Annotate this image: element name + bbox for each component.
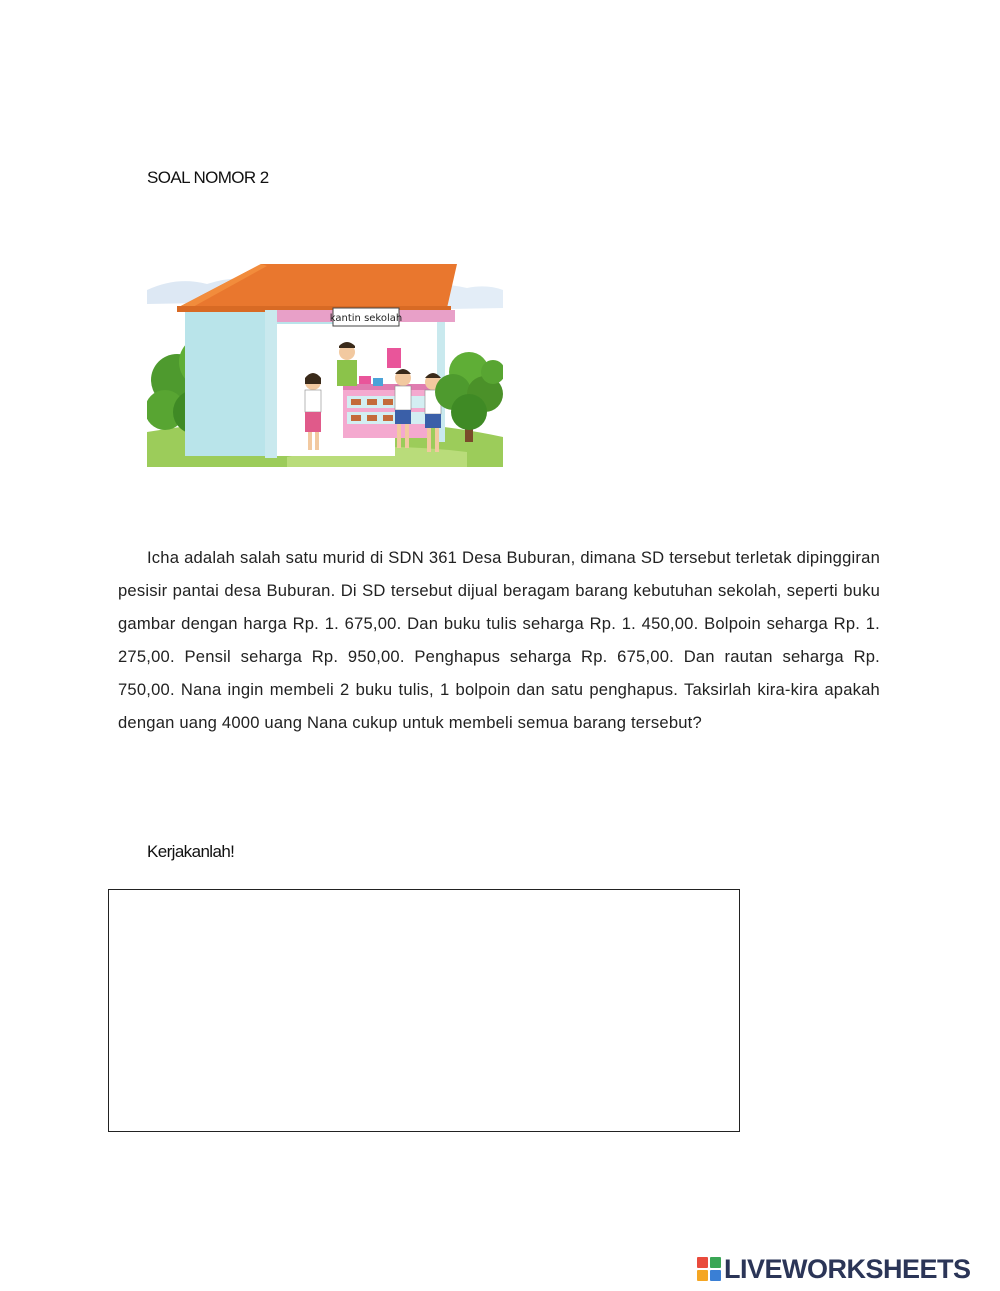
task-instruction: Kerjakanlah! [147,842,235,861]
question-heading: SOAL NOMOR 2 [147,168,269,187]
question-paragraph: Icha adalah salah satu murid di SDN 361 Desa Buburan, dimana SD tersebut terletak dipinggiran pesisir pantai desa Buburan. Di SD tersebut dijual beragam barang kebutuhan sekolah, seperti buku gambar dengan harga Rp. 1. 675,00. Dan buku tulis seharga Rp. 1. 450,00. Bolpoin seharga Rp. 1. 275,00. Pensil seharga Rp. 950,00. Penghapus seharga Rp. 675,00. Dan rautan seharga Rp. 750,00. Nana ingin membeli 2 buku tulis, 1 bolpoin dan satu penghapus. Taksirlah kira-kira apakah dengan uang 4000 uang Nana cukup untuk membeli semua barang tersebut? [118,548,880,732]
canteen-sign-text: kantin sekolah [329,313,403,324]
liveworksheets-logo [697,1253,971,1285]
liveworksheets-logo-icon [697,1257,721,1281]
answer-box[interactable] [108,889,740,1132]
logo-text: LIVEWORKSHEETS [724,1254,971,1284]
school-canteen-illustration [147,262,503,467]
